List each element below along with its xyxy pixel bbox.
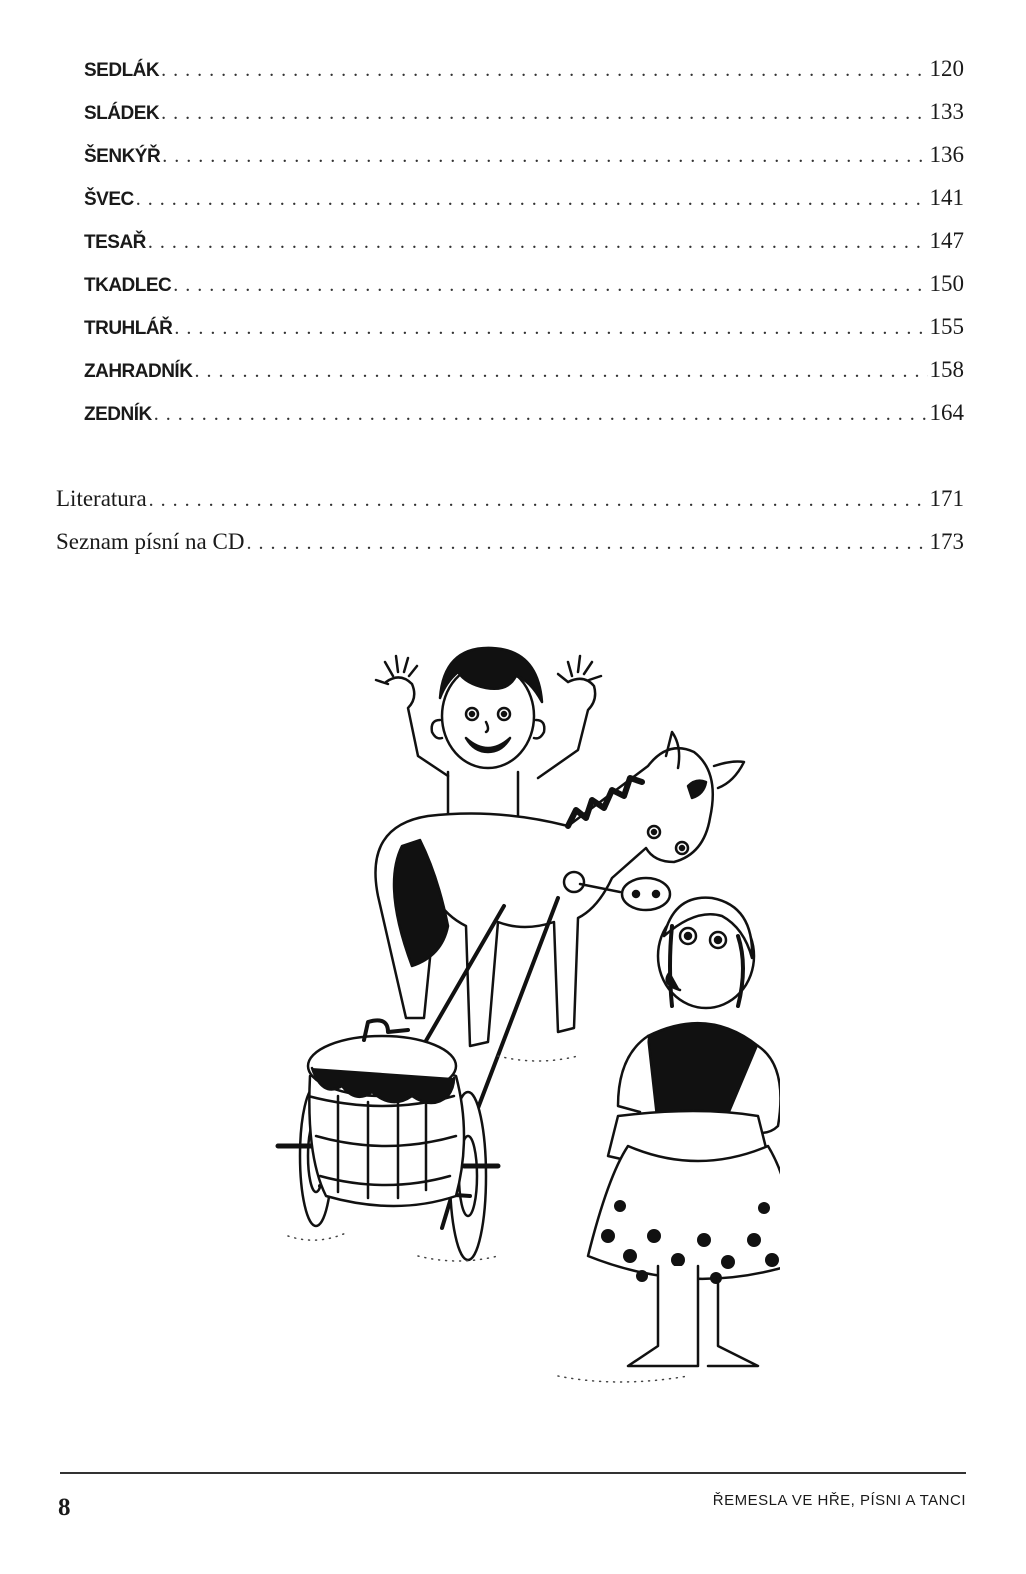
toc-entry-label: ZAHRADNÍK xyxy=(84,361,193,382)
dot-leader xyxy=(194,360,927,383)
toc-entry-label: ZEDNÍK xyxy=(84,404,152,425)
toc-entry-page: 171 xyxy=(929,486,964,511)
toc-entry-literatura[interactable] xyxy=(56,486,964,512)
toc-entry-tesar[interactable] xyxy=(84,228,964,254)
dot-leader xyxy=(154,403,928,426)
dot-leader xyxy=(173,274,927,297)
running-footer-title: ŘEMESLA VE HŘE, PÍSNI A TANCI xyxy=(712,1492,966,1509)
toc-entry-page: 120 xyxy=(929,56,964,81)
toc-entry-senkyr[interactable] xyxy=(84,142,964,168)
toc-entry-sladek[interactable] xyxy=(84,99,964,125)
toc-entry-label: TKADLEC xyxy=(84,275,172,296)
girl-figure xyxy=(588,898,780,1366)
toc-entry-label: Seznam písní na CD xyxy=(56,529,245,554)
toc-entry-page: 136 xyxy=(929,142,964,167)
toc-entry-seznam-pisni[interactable] xyxy=(56,529,964,555)
toc-entry-page: 164 xyxy=(929,400,964,425)
toc-entry-truhlar[interactable] xyxy=(84,314,964,340)
toc-entry-zahradnik[interactable] xyxy=(84,357,964,383)
toc-entry-svec[interactable] xyxy=(84,185,964,211)
toc-entry-page: 150 xyxy=(929,271,964,296)
dot-leader xyxy=(246,532,927,555)
toc-entry-label: ŠENKÝŘ xyxy=(84,146,161,167)
toc-entry-page: 155 xyxy=(929,314,964,339)
toc-entry-label: Literatura xyxy=(56,486,147,511)
dot-leader xyxy=(136,188,928,211)
toc-entry-label: SEDLÁK xyxy=(84,60,160,81)
toc-entry-zednik[interactable] xyxy=(84,400,964,426)
toc-entry-tkadlec[interactable] xyxy=(84,271,964,297)
toc-entry-page: 133 xyxy=(929,99,964,124)
dot-leader xyxy=(148,231,928,254)
dot-leader xyxy=(161,102,927,125)
page-number: 8 xyxy=(58,1494,71,1521)
toc-entry-page: 173 xyxy=(929,529,964,554)
dot-leader xyxy=(174,317,927,340)
toc-entry-label: SLÁDEK xyxy=(84,103,160,124)
toc-entry-page: 147 xyxy=(929,228,964,253)
footer-divider xyxy=(60,1472,966,1474)
toc-entry-page: 158 xyxy=(929,357,964,382)
dot-leader xyxy=(149,489,928,512)
dot-leader xyxy=(161,59,927,82)
toc-entry-page: 141 xyxy=(929,185,964,210)
toc-entry-label: TRUHLÁŘ xyxy=(84,318,173,339)
illustration-boy-horse-girl xyxy=(268,636,780,1396)
dot-leader xyxy=(162,145,927,168)
toc-entry-label: ŠVEC xyxy=(84,189,134,210)
toc-entry-label: TESAŘ xyxy=(84,232,146,253)
toc-entry-sedlak[interactable] xyxy=(84,56,964,82)
